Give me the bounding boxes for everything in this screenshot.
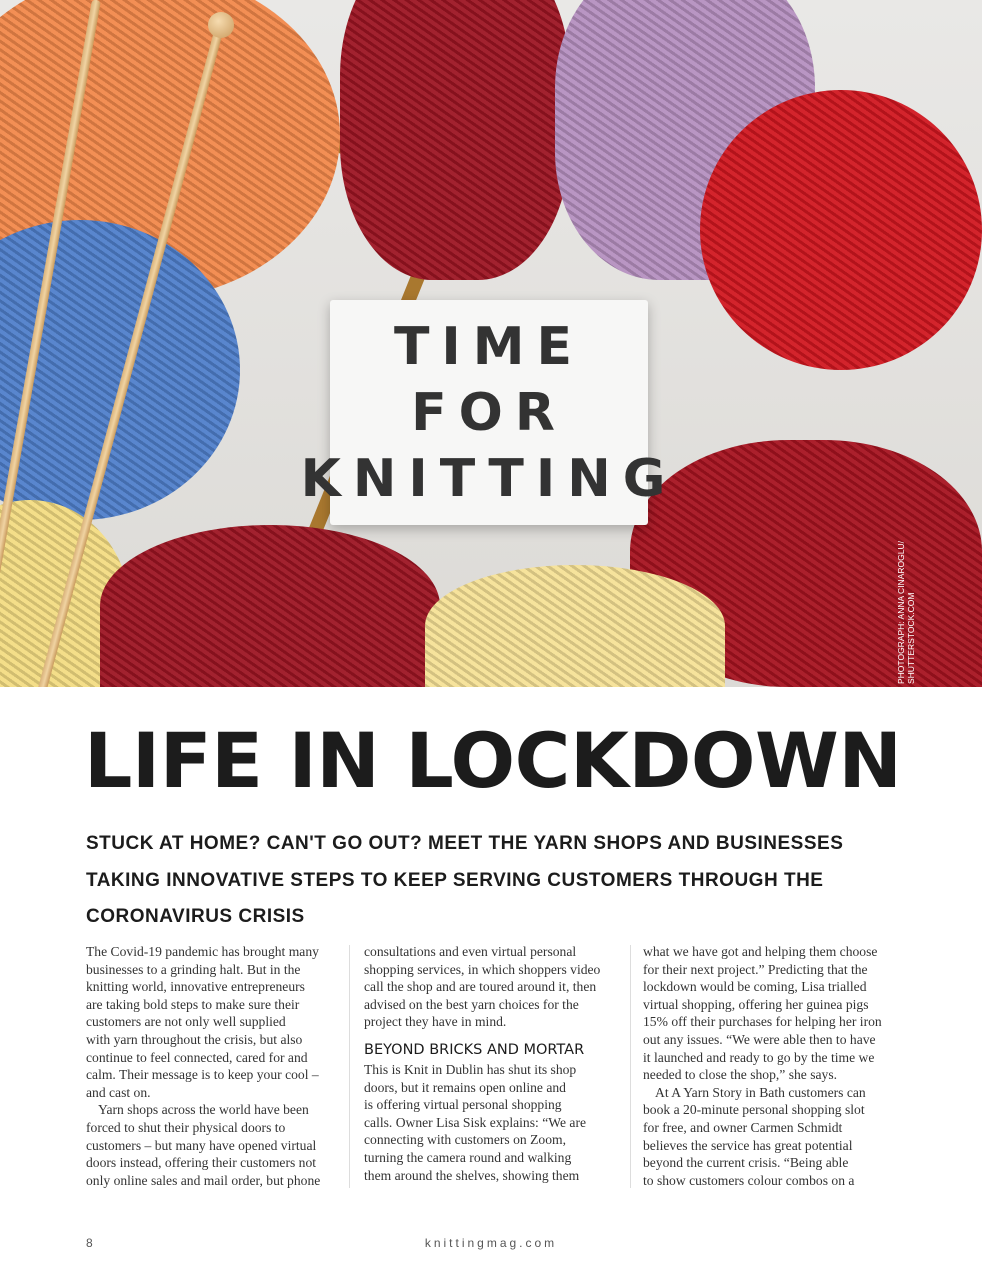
photo-credit	[896, 530, 916, 684]
body-line: and cast on.	[86, 1084, 151, 1100]
body-line: customers are not only well supplied	[86, 1014, 286, 1030]
standfirst-line: TAKING INNOVATIVE STEPS TO KEEP SERVING CUSTOMERS THROUGH THE	[86, 869, 824, 891]
body-line: are taking bold steps to make sure their	[86, 996, 300, 1012]
article-title: LIFE IN LOCKDOWN	[84, 716, 902, 805]
credit-line: SHUTTERSTOCK.COM	[906, 592, 916, 684]
body-line: customers – but many have opened virtual	[86, 1137, 317, 1153]
lightbox-line: FOR	[411, 382, 567, 443]
body-line: out any issues. “We were able then to have	[643, 1031, 876, 1047]
burgundy-yarn-bottom	[100, 525, 440, 687]
body-line: Yarn shops across the world have been	[98, 1102, 309, 1118]
body-line: doors instead, offering their customers not	[86, 1155, 317, 1171]
body-line: virtual shopping, offering her guinea pigs	[643, 996, 869, 1012]
body-line: turning the camera round and walking	[364, 1149, 572, 1165]
body-line: forced to shut their physical doors to	[86, 1119, 286, 1135]
body-line: calm. Their message is to keep your cool –	[86, 1067, 319, 1083]
body-line: needed to close the shop,” she says.	[643, 1067, 838, 1083]
burgundy-yarn	[340, 0, 570, 280]
body-line: The Covid-19 pandemic has brought many	[86, 944, 319, 959]
body-line: consultations and even virtual personal	[364, 944, 577, 959]
yellow-yarn-bottom	[425, 565, 725, 687]
page-number: 8	[86, 1236, 93, 1250]
column-divider	[349, 945, 350, 1188]
body-line: call the shop and are toured around it, then	[364, 979, 597, 995]
footer-site: knittingmag.com	[424, 1236, 558, 1250]
body-line: businesses to a grinding halt. But in the	[86, 961, 301, 977]
red-yarn	[700, 90, 982, 370]
lightbox-sign	[300, 300, 678, 525]
needle-knob	[208, 12, 234, 38]
standfirst-line: STUCK AT HOME? CAN'T GO OUT? MEET THE YARN SHOPS AND BUSINESSES	[86, 833, 844, 854]
body-line: calls. Owner Lisa Sisk explains: “We are	[364, 1114, 586, 1130]
lightbox-line: TIME	[393, 316, 585, 377]
body-line: shopping services, in which shoppers video	[364, 961, 601, 977]
body-line: knitting world, innovative entrepreneurs	[86, 979, 305, 995]
body-line: only online sales and mail order, but phone	[86, 1172, 321, 1188]
body-line: book a 20-minute personal shopping slot	[643, 1102, 865, 1118]
body-line: is offering virtual personal shopping	[364, 1097, 562, 1113]
body-line: advised on the best yarn choices for the	[364, 996, 579, 1012]
body-line: At A Yarn Story in Bath customers can	[655, 1084, 866, 1100]
body-line: for free, and owner Carmen Schmidt	[643, 1119, 843, 1135]
body-line: to show customers colour combos on a	[643, 1172, 855, 1188]
body-line: 15% off their purchases for helping her iron	[643, 1014, 882, 1030]
column-2	[364, 943, 624, 1184]
body-line: This is Knit in Dublin has shut its shop	[364, 1061, 577, 1077]
body-line: lockdown would be coming, Lisa trialled	[643, 979, 867, 995]
standfirst-line: CORONAVIRUS CRISIS	[86, 906, 305, 927]
lightbox-line: KNITTING	[300, 448, 678, 509]
article-standfirst	[86, 826, 906, 936]
body-line: believes the service has great potential	[643, 1137, 853, 1153]
body-line: what we have got and helping them choose	[643, 944, 878, 959]
body-line: doors, but it remains open online and	[364, 1079, 566, 1095]
body-line: it launched and ready to go by the time we	[643, 1049, 875, 1065]
section-heading: BEYOND BRICKS AND MORTAR	[364, 1041, 585, 1058]
body-line: them around the shelves, showing them	[364, 1167, 580, 1183]
body-line: connecting with customers on Zoom,	[364, 1132, 566, 1148]
column-1	[86, 943, 346, 1189]
body-line: with yarn throughout the crisis, but also	[86, 1031, 303, 1047]
body-line: for their next project.” Predicting that the	[643, 961, 868, 977]
body-line: beyond the current crisis. “Being able	[643, 1155, 849, 1171]
column-divider	[630, 945, 631, 1188]
body-line: continue to feel connected, cared for and	[86, 1049, 308, 1065]
credit-line: PHOTOGRAPH: ANNA CINAROGLU/	[896, 541, 906, 684]
body-line: project they have in mind.	[364, 1014, 507, 1030]
column-3	[643, 943, 903, 1189]
